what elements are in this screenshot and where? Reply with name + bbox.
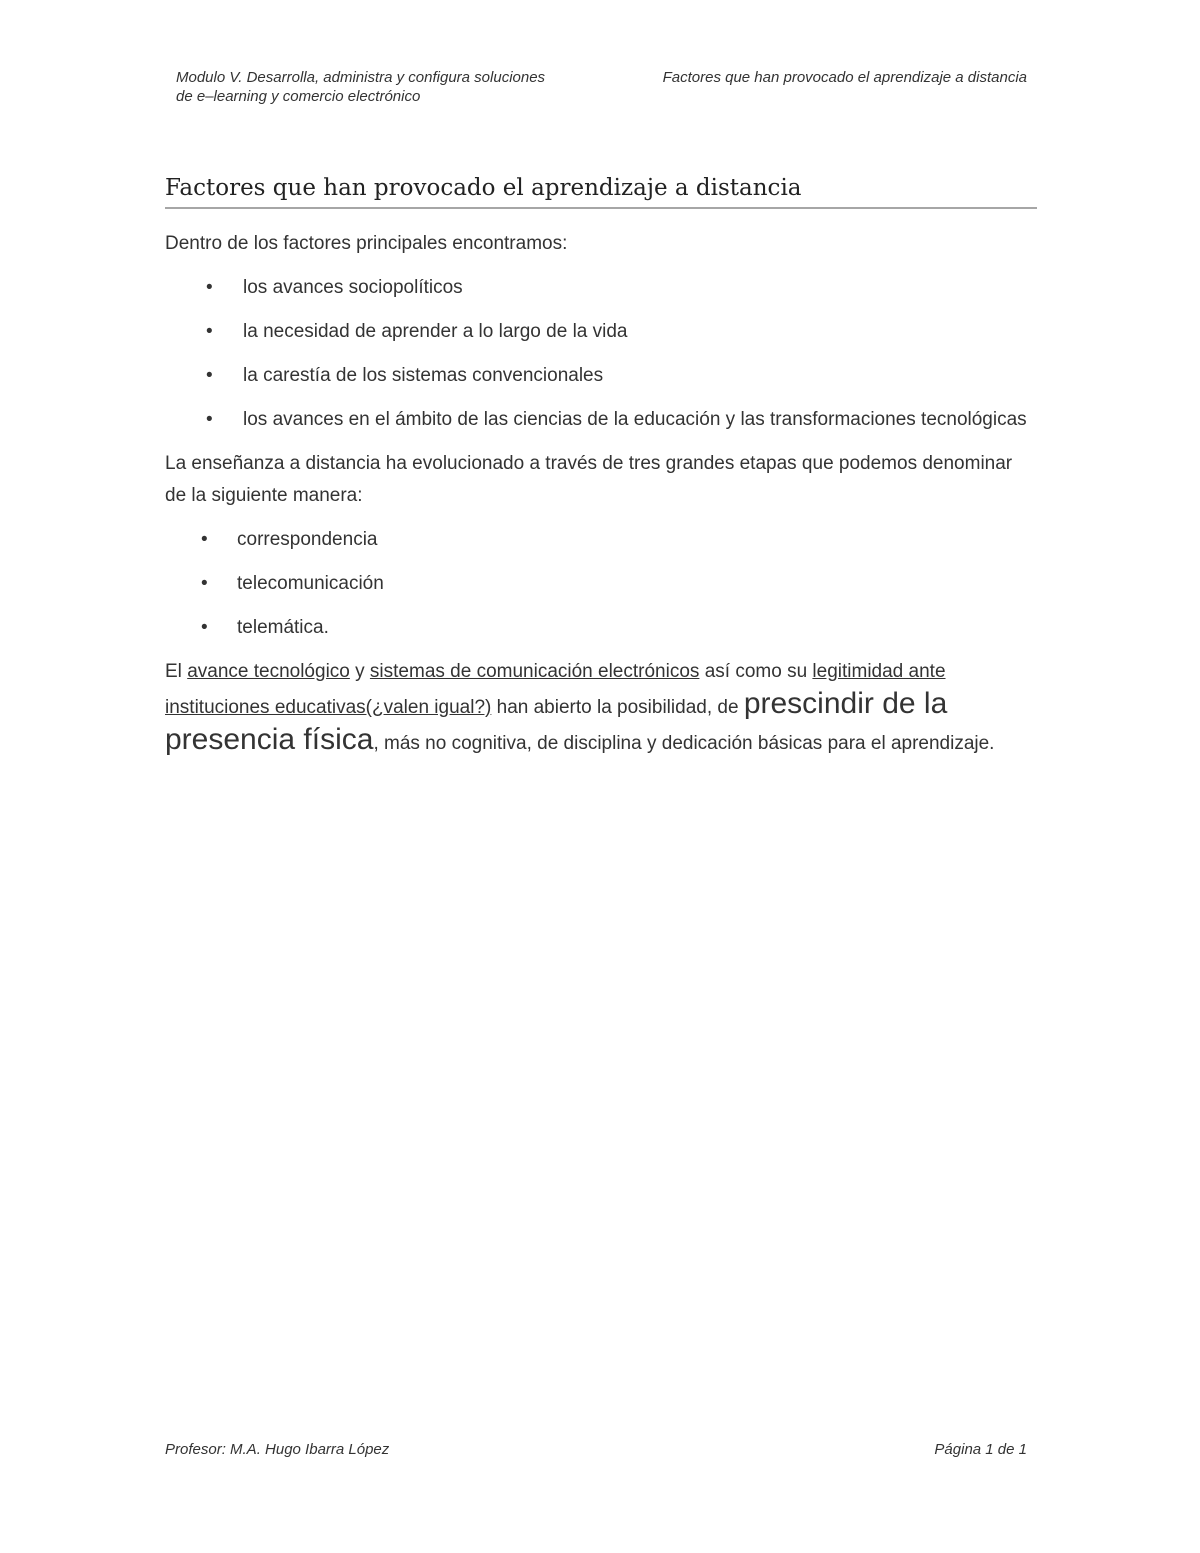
list-item: • telemática. [165, 612, 1035, 644]
closing-paragraph: El avance tecnológico y sistemas de comunicación electrónicos así como su legitimidad ante instituciones educativas(¿valen igual?) han abierto la posibilidad, de prescindir de la presencia física, más no cognitiva, de disciplina y dedicación básicas para el aprendizaje. [165, 661, 995, 756]
factors-list [165, 272, 1035, 436]
bullet-icon: • [206, 321, 213, 342]
bullet-icon: • [206, 365, 213, 386]
bullet-icon: • [206, 409, 213, 430]
legitimidad-link: legitimidad ante instituciones educativas(¿valen igual?) [165, 661, 946, 718]
bullet-icon: • [201, 529, 208, 550]
footer-professor: Profesor: M.A. Hugo Ibarra López [165, 1441, 390, 1458]
header-module-line1: Modulo V. Desarrolla, administra y configura soluciones [176, 69, 546, 86]
bullet-icon: • [201, 573, 208, 594]
stages-list [165, 524, 1035, 644]
stages-intro-paragraph: La enseñanza a distancia ha evolucionado a través de tres grandes etapas que podemos denominar de la siguiente manera: [165, 453, 1013, 506]
sistemas-comunicacion-link: sistemas de comunicación electrónicos [369, 661, 700, 682]
bullet-icon: • [206, 277, 213, 298]
list-item: • la carestía de los sistemas convencionales [165, 360, 1035, 392]
avance-tecnologico-link: avance tecnológico [187, 661, 350, 682]
list-item: • la necesidad de aprender a lo largo de la vida [165, 316, 1035, 348]
header-topic: Factores que han provocado el aprendizaje a distancia [662, 69, 1027, 86]
list-item: • los avances sociopolíticos [165, 272, 1035, 304]
header-module-line2: de e–learning y comercio electrónico [176, 88, 421, 105]
list-item: • los avances en el ámbito de las ciencias de la educación y las transformaciones tecnológicas [165, 404, 1035, 436]
bullet-icon: • [201, 617, 208, 638]
list-item: • correspondencia [165, 524, 1035, 556]
intro-paragraph: Dentro de los factores principales encontramos: [165, 233, 568, 254]
emphasis-text: prescindir de la presencia física [165, 687, 948, 756]
footer-page-number: Página 1 de 1 [934, 1441, 1027, 1458]
document-body [165, 228, 1035, 760]
header-module [176, 68, 596, 106]
list-item: • telecomunicación [165, 568, 1035, 600]
page-title: Factores que han provocado el aprendizaje a distancia [165, 170, 1037, 209]
